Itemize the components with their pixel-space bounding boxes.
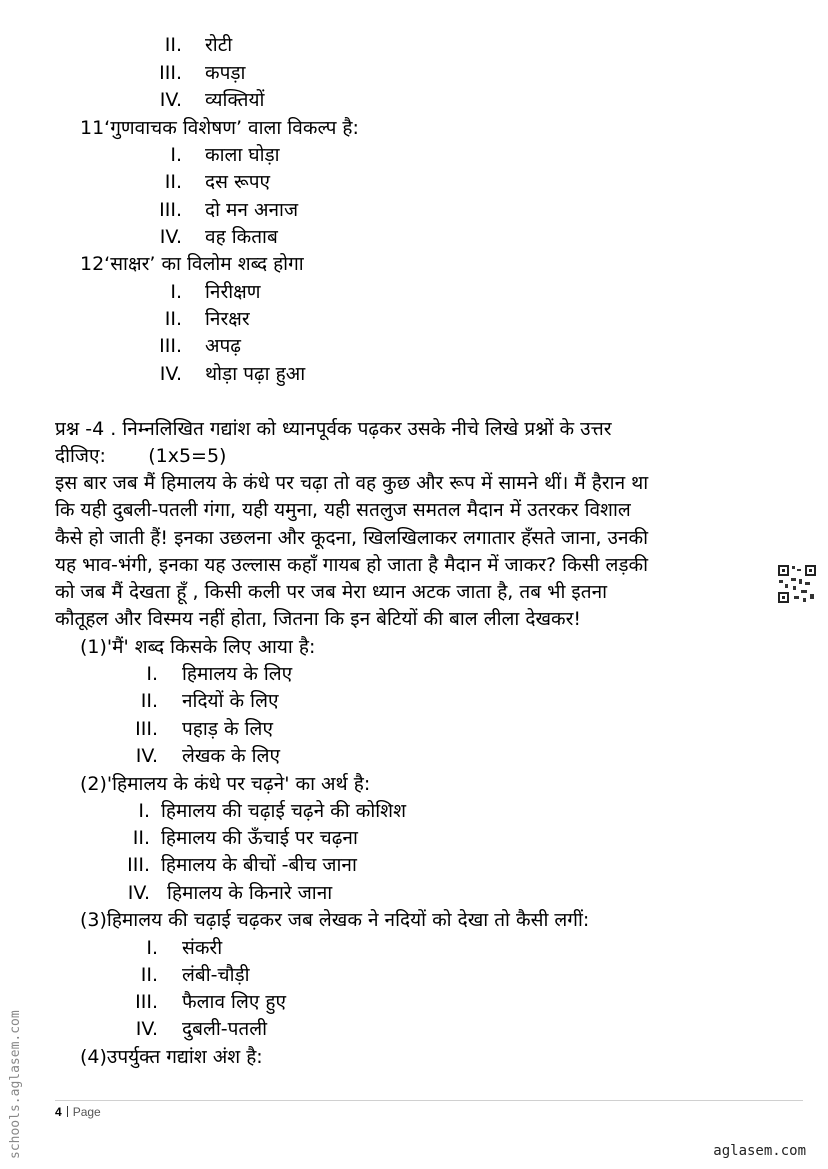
- section4-heading-line1: प्रश्न -4 . निम्नलिखित गद्यांश को ध्यानपूर्वक पढ़कर उसके नीचे लिखे प्रश्नों के उत्तर: [55, 418, 612, 440]
- option-text: हिमालय की ऊँचाई पर चढ़ना: [161, 827, 358, 849]
- option-text: लंबी-चौड़ी: [182, 964, 250, 986]
- option-text: दस रूपए: [205, 171, 271, 193]
- option-text: पहाड़ के लिए: [182, 718, 273, 740]
- passage-line: यह भाव-भंगी, इनका यह उल्लास कहाँ गायब हो जाता है मैदान में जाकर? किसी लड़की: [55, 553, 649, 576]
- option-text: रोटी: [205, 34, 233, 56]
- option-text: वह किताब: [205, 226, 278, 248]
- option-text: हिमालय के लिए: [182, 663, 293, 685]
- page-number: 4: [55, 1105, 62, 1119]
- side-watermark: [2, 965, 30, 1160]
- option-number: I.: [170, 144, 182, 166]
- option-number: IV.: [135, 745, 158, 767]
- q12-prompt: 12‘साक्षर’ का विलोम शब्द होगा: [80, 253, 304, 275]
- option-number: IV.: [127, 882, 150, 904]
- option-number: III.: [159, 62, 182, 84]
- option-text: हिमालय के किनारे जाना: [161, 882, 333, 904]
- option-number: I.: [146, 663, 158, 685]
- option-number: IV.: [159, 363, 182, 385]
- option-text: फैलाव लिए हुए: [182, 991, 287, 1013]
- option-number: II.: [140, 690, 158, 712]
- option-number: I.: [146, 937, 158, 959]
- option-number: II.: [164, 308, 182, 330]
- option-text: दुबली-पतली: [182, 1018, 268, 1040]
- option-number: II.: [164, 171, 182, 193]
- option-text: संकरी: [182, 937, 223, 959]
- option-number: I.: [138, 800, 150, 822]
- passage: [55, 470, 790, 634]
- passage-line: कौतूहल और विस्मय नहीं होता, जितना कि इन बेटियों की बाल लीला देखकर!: [55, 608, 581, 631]
- option-number: IV.: [159, 89, 182, 111]
- side-watermark-text: schools.aglasem.com: [8, 1010, 23, 1159]
- bottom-watermark: aglasem.com: [713, 1143, 806, 1159]
- passage-line: कि यही दुबली-पतली गंगा, यही यमुना, यही सतलुज समतल मैदान में उतरकर विशाल: [55, 499, 631, 522]
- option-text: लेखक के लिए: [182, 745, 280, 767]
- page-label: Page: [72, 1105, 101, 1119]
- option-number: II.: [164, 34, 182, 56]
- option-text: निरक्षर: [205, 308, 250, 330]
- option-number: II.: [132, 827, 150, 849]
- option-number: IV.: [135, 1018, 158, 1040]
- option-text: व्यक्तियों: [205, 89, 265, 111]
- option-number: III.: [127, 854, 150, 876]
- option-text: कपड़ा: [205, 62, 246, 84]
- sub-question-3-prompt: (3)हिमालय की चढ़ाई चढ़कर जब लेखक ने नदियों को देखा तो कैसी लगीं:: [80, 909, 590, 931]
- option-number: III.: [159, 335, 182, 357]
- option-text: दो मन अनाज: [205, 199, 299, 221]
- option-text: काला घोड़ा: [205, 144, 280, 166]
- option-text: थोड़ा पढ़ा हुआ: [205, 363, 306, 385]
- option-text: निरीक्षण: [205, 281, 261, 303]
- footer-divider: [55, 1100, 803, 1101]
- sub-question-4-prompt: (4)उपर्युक्त गद्यांश अंश है:: [80, 1046, 263, 1068]
- option-number: III.: [135, 991, 158, 1013]
- section4-heading-line2: दीजिए: (1x5=5): [55, 445, 227, 467]
- passage-line: को जब मैं देखता हूँ , किसी कली पर जब मेरा ध्यान अटक जाता है, तब भी इतना: [55, 581, 608, 604]
- option-number: IV.: [159, 226, 182, 248]
- option-text: नदियों के लिए: [182, 690, 279, 712]
- option-text: अपढ़: [205, 335, 242, 357]
- option-text: हिमालय की चढ़ाई चढ़ने की कोशिश: [161, 800, 407, 822]
- option-number: II.: [140, 964, 158, 986]
- footer-separator: [67, 1106, 68, 1117]
- passage-line: कैसे हो जाती हैं! इनका उछलना और कूदना, खिलखिलाकर लगातार हँसते जाना, उनकी: [55, 526, 649, 549]
- option-text: हिमालय के बीचों -बीच जाना: [161, 854, 357, 876]
- sub-question-1-prompt: (1)'मैं' शब्द किसके लिए आया है:: [80, 636, 316, 658]
- q11-prompt: 11‘गुणवाचक विशेषण’ वाला विकल्प है:: [80, 117, 359, 139]
- page-footer: [55, 1105, 101, 1119]
- passage-line: इस बार जब मैं हिमालय के कंधे पर चढ़ा तो वह कुछ और रूप में सामने थीं। मैं हैरान था: [55, 472, 649, 494]
- qr-code-icon: [777, 564, 817, 604]
- option-number: I.: [170, 281, 182, 303]
- option-number: III.: [159, 199, 182, 221]
- option-number: III.: [135, 718, 158, 740]
- sub-question-2-prompt: (2)'हिमालय के कंधे पर चढ़ने' का अर्थ है:: [80, 773, 371, 795]
